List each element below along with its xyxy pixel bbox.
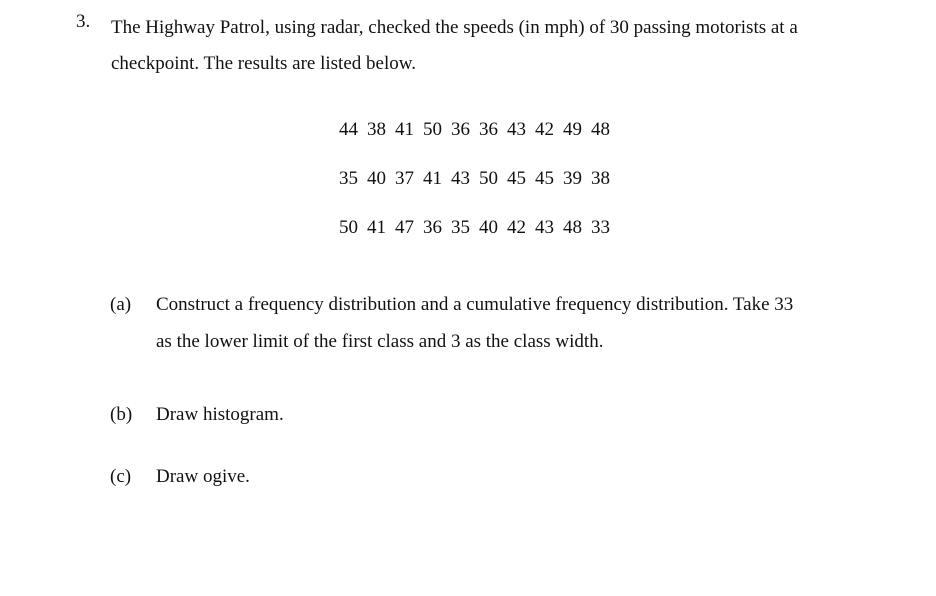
speed-value: 45	[535, 168, 554, 189]
question-text-line-2: checkpoint. The results are listed below.	[111, 53, 416, 74]
part-b-text	[156, 396, 916, 433]
speed-value: 42	[507, 217, 526, 238]
speed-value: 43	[507, 119, 526, 140]
speed-value: 50	[423, 119, 442, 140]
speed-value: 38	[367, 119, 386, 140]
speed-value: 37	[395, 168, 414, 189]
speed-value: 43	[451, 168, 470, 189]
part-c-label: (c)	[110, 466, 132, 487]
speed-value: 49	[563, 119, 582, 140]
part-c-text-line: Draw ogive.	[156, 466, 250, 487]
speed-value: 33	[591, 217, 610, 238]
speed-value: 43	[535, 217, 554, 238]
speed-value: 41	[367, 217, 386, 238]
speed-value: 36	[423, 217, 442, 238]
speed-value: 48	[591, 119, 610, 140]
speed-value: 50	[479, 168, 498, 189]
speed-value: 42	[535, 119, 554, 140]
speed-value: 38	[591, 168, 610, 189]
speed-value: 41	[423, 168, 442, 189]
speed-value: 36	[479, 119, 498, 140]
speed-value: 50	[339, 217, 358, 238]
question-text	[111, 10, 911, 82]
speed-data-row	[339, 118, 669, 167]
speed-value: 40	[367, 168, 386, 189]
speed-value: 39	[563, 168, 582, 189]
speed-value: 48	[563, 217, 582, 238]
speed-value: 44	[339, 119, 358, 140]
speed-value: 35	[451, 217, 470, 238]
speed-value: 35	[339, 168, 358, 189]
question-text-line-1: The Highway Patrol, using radar, checked the speeds (in mph) of 30 passing motorists at a	[111, 17, 798, 38]
speed-value: 36	[451, 119, 470, 140]
speed-data-row	[339, 167, 669, 216]
part-a-text	[156, 286, 916, 360]
part-b-label: (b)	[110, 404, 133, 425]
part-b-text-line: Draw histogram.	[156, 404, 284, 425]
speed-value: 40	[479, 217, 498, 238]
speed-value: 47	[395, 217, 414, 238]
part-a-label: (a)	[110, 294, 132, 315]
speed-data-table	[339, 118, 669, 265]
speed-data-row	[339, 216, 669, 265]
speed-value: 41	[395, 119, 414, 140]
part-a-text-line-1: Construct a frequency distribution and a cumulative frequency distribution. Take 33	[156, 294, 794, 315]
question-number: 3.	[76, 11, 91, 32]
part-a-text-line-2: as the lower limit of the first class and 3 as the class width.	[156, 331, 604, 352]
part-c-text	[156, 458, 916, 495]
speed-value: 45	[507, 168, 526, 189]
